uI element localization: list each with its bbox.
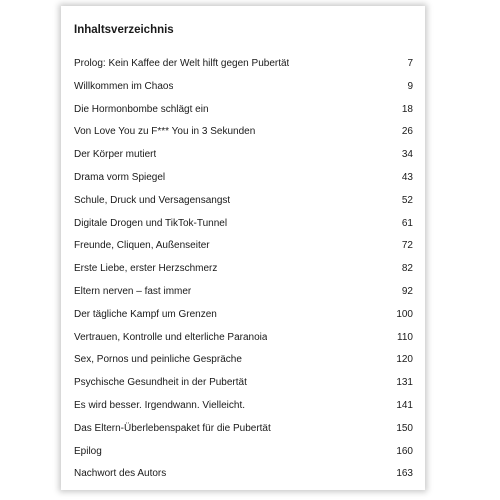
toc-entry (74, 190, 413, 213)
toc-entry-title: Von Love You zu F*** You in 3 Sekunden (74, 126, 256, 138)
toc-entry (74, 304, 413, 327)
toc-entry-title: Der tägliche Kampf um Grenzen (74, 308, 217, 320)
toc-entry (74, 76, 413, 99)
toc-entry-title: Freunde, Cliquen, Außenseiter (74, 240, 210, 252)
toc-entry-page: 9 (407, 80, 413, 92)
toc-entry-title: Vertrauen, Kontrolle und elterliche Paranoia (74, 331, 268, 343)
toc-entry-title: Die Hormonbombe schlägt ein (74, 103, 209, 115)
toc-entry-title: Prolog: Kein Kaffee der Welt hilft gegen Pubertät (74, 58, 290, 69)
toc-entry-title: Psychische Gesundheit in der Pubertät (74, 377, 247, 389)
toc-entry (74, 463, 413, 486)
toc-entry-page: 110 (397, 331, 413, 343)
toc-entry (74, 349, 413, 372)
toc-entry (74, 144, 413, 167)
toc-entry-page: 18 (401, 103, 413, 115)
toc-entry (74, 121, 413, 144)
toc-entry-title: Epilog (74, 445, 102, 457)
toc-entry-title: Erste Liebe, erster Herzschmerz (74, 263, 218, 275)
toc-entry (74, 258, 413, 281)
toc-list (74, 53, 413, 486)
toc-entry-page: 52 (401, 194, 413, 206)
toc-entry (74, 395, 413, 418)
toc-heading: Inhaltsverzeichnis (74, 24, 174, 36)
toc-entry (74, 418, 413, 441)
toc-entry-page: 92 (401, 285, 413, 297)
toc-entry (74, 167, 413, 190)
toc-entry-title: Es wird besser. Irgendwann. Vielleicht. (74, 399, 246, 411)
toc-entry-page: 72 (401, 240, 413, 252)
toc-entry (74, 327, 413, 350)
toc-entry-page: 160 (396, 445, 413, 457)
toc-entry-page: 163 (396, 468, 413, 480)
toc-entry (74, 213, 413, 236)
toc-entry-title: Eltern nerven – fast immer (74, 285, 192, 297)
document-page (61, 6, 425, 490)
toc-entry-title: Der Körper mutiert (74, 149, 157, 161)
toc-entry-page: 100 (396, 308, 413, 320)
toc-entry (74, 99, 413, 122)
toc-entry-title: Schule, Druck und Versagensangst (74, 194, 231, 206)
toc-entry-page: 82 (401, 263, 413, 275)
toc-entry-page: 34 (401, 149, 413, 161)
toc-entry (74, 235, 413, 258)
toc-entry-title: Drama vorm Spiegel (74, 171, 166, 183)
toc-entry-title: Sex, Pornos und peinliche Gespräche (74, 354, 242, 366)
toc-entry-page: 26 (401, 126, 413, 138)
toc-entry-title: Digitale Drogen und TikTok-Tunnel (74, 217, 228, 229)
toc-entry-title: Willkommen im Chaos (74, 80, 174, 92)
toc-entry (74, 441, 413, 464)
toc-entry (74, 53, 413, 76)
toc-entry-title: Nachwort des Autors (74, 468, 167, 480)
toc-entry-title: Das Eltern-Überlebenspaket für die Pubertät (74, 422, 271, 434)
toc-entry-page: 141 (396, 399, 413, 411)
toc-entry (74, 281, 413, 304)
toc-entry-page: 7 (407, 58, 413, 69)
toc-entry (74, 372, 413, 395)
toc-entry-page: 43 (401, 171, 413, 183)
toc-entry-page: 131 (396, 377, 413, 389)
toc-entry-page: 120 (396, 354, 413, 366)
toc-entry-page: 61 (401, 217, 413, 229)
toc-entry-page: 150 (396, 422, 413, 434)
